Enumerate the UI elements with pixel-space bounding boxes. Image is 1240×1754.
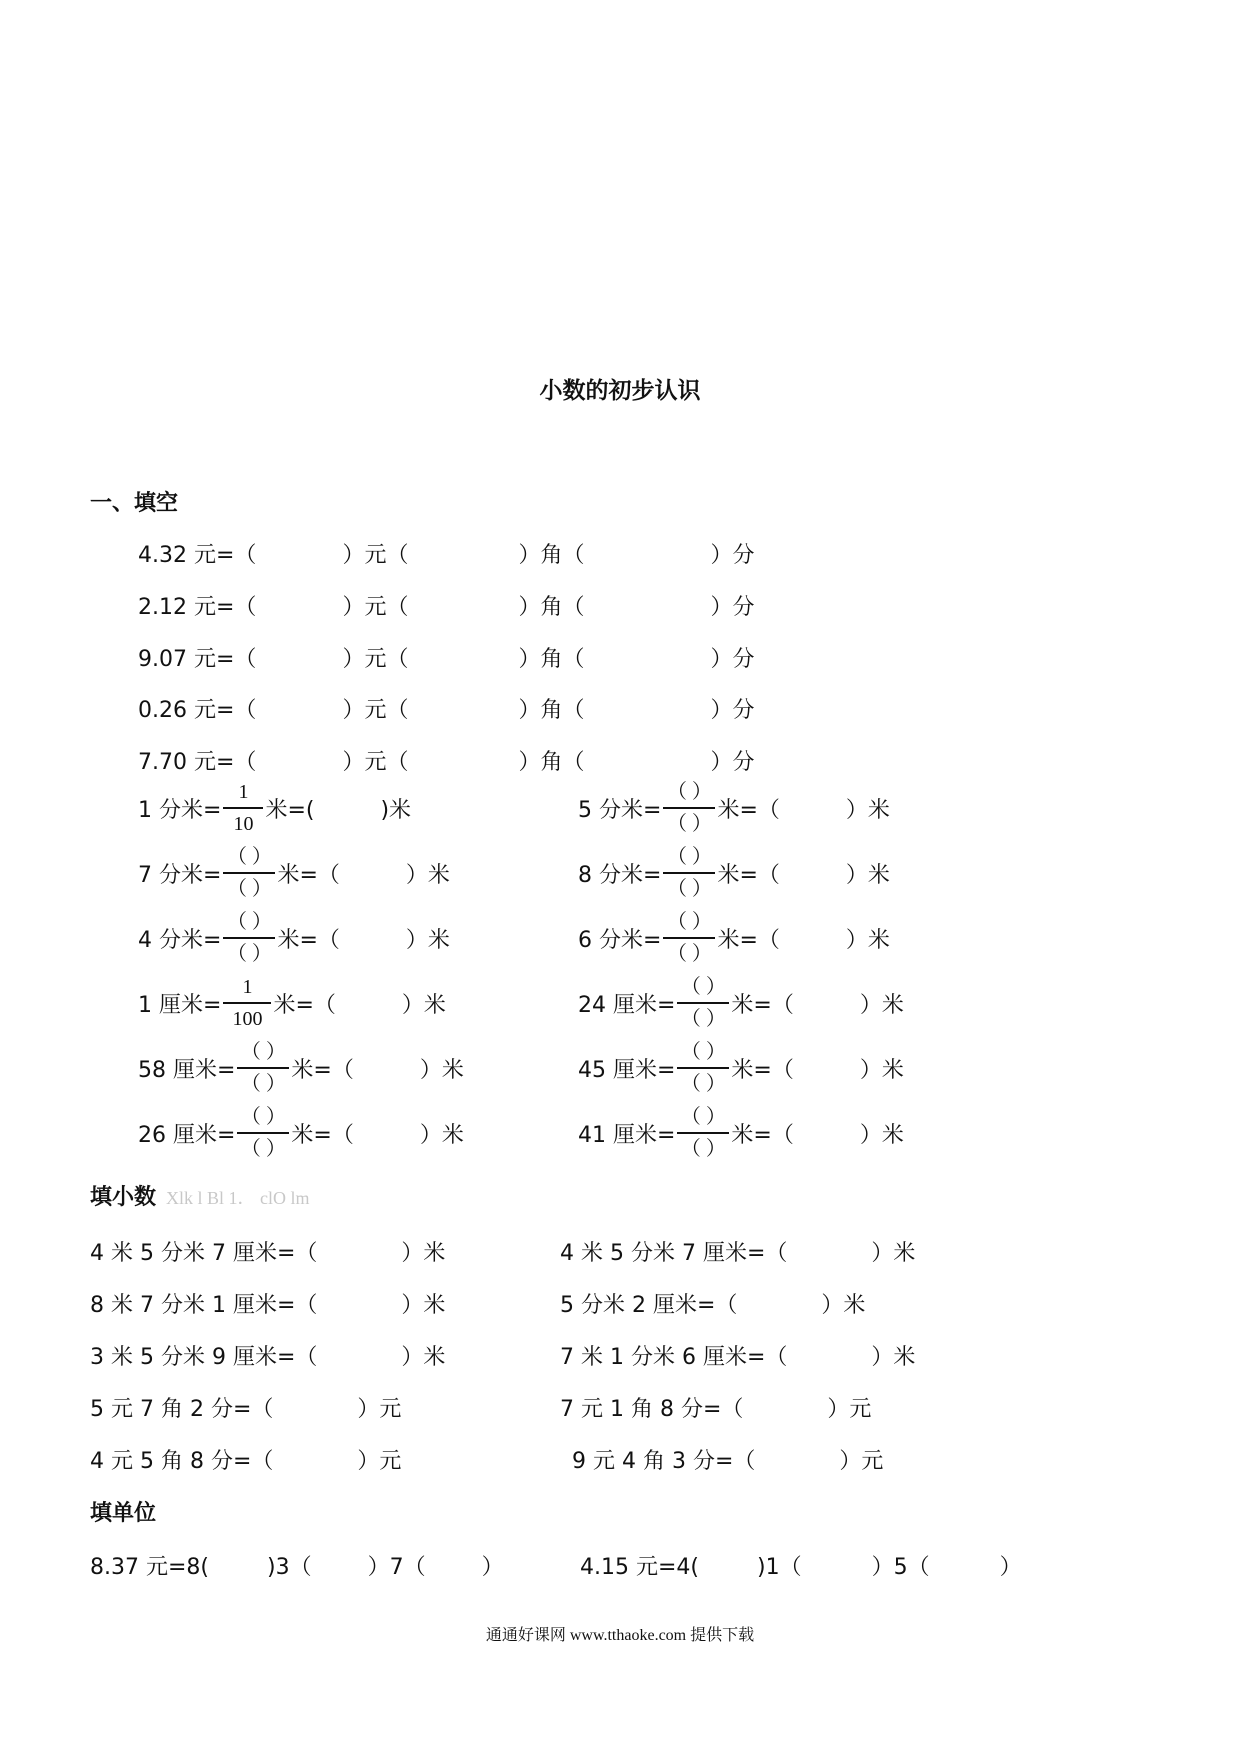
section-heading-fill-unit: 填单位 xyxy=(90,1501,157,1526)
decimal-question-unit: ）元 xyxy=(357,1397,402,1422)
yuan-label: ）元（ xyxy=(342,750,409,775)
fraction-post: 米=（ xyxy=(731,1122,794,1148)
money-amount: 9.07 元= xyxy=(138,647,235,672)
decimal-question-text: 4 米 5 分米 7 厘米=（ xyxy=(560,1241,788,1266)
fraction-numerator: 1 xyxy=(238,781,249,803)
decimal-question-right xyxy=(560,1288,865,1319)
fraction xyxy=(223,777,263,839)
fraction xyxy=(677,1037,729,1099)
unit-left-part-a: 8.37 元=8( xyxy=(90,1555,209,1580)
unit-left-part-b: )3（ xyxy=(267,1555,312,1580)
fraction-close: ）米 xyxy=(845,862,890,888)
unit-question-right xyxy=(580,1550,1022,1581)
jiao-label: ）角（ xyxy=(518,698,585,723)
unit-right-part-b: )1（ xyxy=(757,1555,802,1580)
footer-credit: 通通好课网 www.tthaoke.com 提供下载 xyxy=(485,1627,755,1644)
fraction-post: 米=（ xyxy=(731,1057,794,1083)
fraction-denominator: 10 xyxy=(233,813,254,835)
fraction-numerator: （ ） xyxy=(666,911,712,933)
fraction-post: 米=（ xyxy=(277,927,340,953)
fraction-denominator: （ ） xyxy=(666,878,712,900)
fraction-post: 米=（ xyxy=(291,1122,354,1148)
fraction-prefix: 5 分米= xyxy=(578,797,662,823)
fraction-question-left xyxy=(138,1101,464,1165)
fen-label: ）分 xyxy=(710,698,755,723)
decimal-question-left xyxy=(90,1236,445,1267)
fraction xyxy=(223,842,275,904)
fen-label: ）分 xyxy=(710,543,755,568)
fraction-close: ）米 xyxy=(401,992,446,1018)
decimal-question-left xyxy=(90,1340,445,1371)
fraction-denominator: （ ） xyxy=(240,1073,286,1095)
fraction-close: ）米 xyxy=(405,927,450,953)
fraction-numerator: 1 xyxy=(242,976,253,998)
fraction-post: 米=（ xyxy=(717,927,780,953)
fraction-denominator: （ ） xyxy=(680,1073,726,1095)
section-heading-fill-decimal xyxy=(90,1180,310,1211)
jiao-label: ）角（ xyxy=(518,647,585,672)
fraction-question-left xyxy=(138,1036,464,1100)
fraction xyxy=(223,907,275,969)
fraction-question-left xyxy=(138,971,446,1035)
unit-question-left xyxy=(90,1550,504,1581)
paren-open: （ xyxy=(234,750,257,775)
money-amount: 0.26 元= xyxy=(138,698,235,723)
fraction-numerator: （ ） xyxy=(680,1106,726,1128)
fraction-numerator: （ ） xyxy=(226,911,272,933)
fraction-prefix: 7 分米= xyxy=(138,862,222,888)
fraction-denominator: （ ） xyxy=(666,943,712,965)
fraction-close: ）米 xyxy=(859,1122,904,1148)
fraction-denominator: （ ） xyxy=(226,943,272,965)
jiao-label: ）角（ xyxy=(518,543,585,568)
fraction-question-left xyxy=(138,906,450,970)
decimal-question-right xyxy=(572,1444,883,1475)
decimal-question-unit: ）米 xyxy=(401,1345,446,1370)
fraction-post: 米=（ xyxy=(731,992,794,1018)
fraction-denominator: （ ） xyxy=(226,878,272,900)
fraction-denominator: （ ） xyxy=(680,1008,726,1030)
fraction-question-left xyxy=(138,776,411,840)
jiao-label: ）角（ xyxy=(518,595,585,620)
fraction-denominator: （ ） xyxy=(240,1138,286,1160)
page-title: 小数的初步认识 xyxy=(539,378,701,404)
fraction-numerator: （ ） xyxy=(680,976,726,998)
fraction-post: 米=（ xyxy=(717,797,780,823)
money-amount: 4.32 元= xyxy=(138,543,235,568)
money-row xyxy=(138,538,754,569)
faint-watermark-text: Xlk l Bl 1． clO lm xyxy=(166,1188,310,1208)
fraction-prefix: 45 厘米= xyxy=(578,1057,676,1083)
paren-open: （ xyxy=(234,595,257,620)
fraction xyxy=(677,972,729,1034)
fraction-post: 米=( xyxy=(265,797,315,823)
decimal-question-right xyxy=(560,1392,871,1423)
fraction-prefix: 41 厘米= xyxy=(578,1122,676,1148)
fraction-close: ）米 xyxy=(419,1057,464,1083)
section-heading-text: 填小数 xyxy=(90,1185,157,1210)
fraction-numerator: （ ） xyxy=(226,846,272,868)
unit-left-part-d: ） xyxy=(481,1555,504,1580)
fraction-prefix: 6 分米= xyxy=(578,927,662,953)
unit-right-part-a: 4.15 元=4( xyxy=(580,1555,699,1580)
decimal-question-text: 4 元 5 角 8 分=（ xyxy=(90,1449,274,1474)
section-heading-fill-blank: 一、填空 xyxy=(90,491,179,516)
fraction-prefix: 24 厘米= xyxy=(578,992,676,1018)
fraction-question-right xyxy=(578,1036,904,1100)
jiao-label: ）角（ xyxy=(518,750,585,775)
decimal-question-left xyxy=(90,1392,401,1423)
paren-open: （ xyxy=(234,647,257,672)
decimal-question-text: 5 元 7 角 2 分=（ xyxy=(90,1397,274,1422)
decimal-question-unit: ）元 xyxy=(357,1449,402,1474)
yuan-label: ）元（ xyxy=(342,543,409,568)
fraction-prefix: 8 分米= xyxy=(578,862,662,888)
fraction-close: ）米 xyxy=(859,1057,904,1083)
fraction-close: ）米 xyxy=(845,927,890,953)
fraction-post: 米=（ xyxy=(717,862,780,888)
money-row xyxy=(138,693,754,724)
fraction-post: 米=（ xyxy=(277,862,340,888)
fraction xyxy=(663,842,715,904)
fraction-close: )米 xyxy=(380,797,412,823)
decimal-question-text: 3 米 5 分米 9 厘米=（ xyxy=(90,1345,318,1370)
fraction-post: 米=（ xyxy=(291,1057,354,1083)
fraction xyxy=(237,1037,289,1099)
fraction-prefix: 58 厘米= xyxy=(138,1057,236,1083)
fraction-numerator: （ ） xyxy=(240,1106,286,1128)
fraction-question-right xyxy=(578,971,904,1035)
decimal-question-right xyxy=(560,1340,915,1371)
paren-open: （ xyxy=(234,698,257,723)
decimal-question-unit: ）元 xyxy=(827,1397,872,1422)
money-row xyxy=(138,745,754,776)
yuan-label: ）元（ xyxy=(342,698,409,723)
fraction-close: ）米 xyxy=(405,862,450,888)
fen-label: ）分 xyxy=(710,647,755,672)
fraction-denominator: 100 xyxy=(232,1008,263,1030)
decimal-question-unit: ）米 xyxy=(821,1293,866,1318)
decimal-question-text: 9 元 4 角 3 分=（ xyxy=(572,1449,756,1474)
fraction-question-left xyxy=(138,841,450,905)
paren-open: （ xyxy=(234,543,257,568)
decimal-question-unit: ）元 xyxy=(839,1449,884,1474)
decimal-question-left xyxy=(90,1288,445,1319)
fraction-post: 米=（ xyxy=(273,992,336,1018)
money-amount: 2.12 元= xyxy=(138,595,235,620)
fraction-prefix: 4 分米= xyxy=(138,927,222,953)
decimal-question-unit: ）米 xyxy=(401,1293,446,1318)
yuan-label: ）元（ xyxy=(342,595,409,620)
yuan-label: ）元（ xyxy=(342,647,409,672)
fraction-close: ）米 xyxy=(419,1122,464,1148)
fraction-prefix: 1 分米= xyxy=(138,797,222,823)
fen-label: ）分 xyxy=(710,595,755,620)
fraction xyxy=(663,907,715,969)
money-amount: 7.70 元= xyxy=(138,750,235,775)
decimal-question-text: 7 米 1 分米 6 厘米=（ xyxy=(560,1345,788,1370)
fraction-question-right xyxy=(578,841,890,905)
fraction-numerator: （ ） xyxy=(680,1041,726,1063)
fraction-prefix: 1 厘米= xyxy=(138,992,222,1018)
fraction-numerator: （ ） xyxy=(666,781,712,803)
unit-left-part-c: ）7（ xyxy=(367,1555,426,1580)
fraction-numerator: （ ） xyxy=(666,846,712,868)
unit-right-part-d: ） xyxy=(999,1555,1022,1580)
fraction-question-right xyxy=(578,906,890,970)
decimal-question-text: 4 米 5 分米 7 厘米=（ xyxy=(90,1241,318,1266)
decimal-question-unit: ）米 xyxy=(871,1345,916,1370)
decimal-question-left xyxy=(90,1444,401,1475)
fraction xyxy=(223,972,271,1034)
fraction-question-right xyxy=(578,776,890,840)
fraction-close: ）米 xyxy=(859,992,904,1018)
money-row xyxy=(138,590,754,621)
fraction xyxy=(237,1102,289,1164)
money-row xyxy=(138,642,754,673)
decimal-question-text: 8 米 7 分米 1 厘米=（ xyxy=(90,1293,318,1318)
decimal-question-unit: ）米 xyxy=(871,1241,916,1266)
decimal-question-right xyxy=(560,1236,915,1267)
unit-right-part-c: ）5（ xyxy=(871,1555,930,1580)
decimal-question-text: 7 元 1 角 8 分=（ xyxy=(560,1397,744,1422)
fen-label: ）分 xyxy=(710,750,755,775)
fraction-denominator: （ ） xyxy=(666,813,712,835)
decimal-question-unit: ）米 xyxy=(401,1241,446,1266)
fraction xyxy=(663,777,715,839)
decimal-question-text: 5 分米 2 厘米=（ xyxy=(560,1293,738,1318)
fraction-denominator: （ ） xyxy=(680,1138,726,1160)
fraction-close: ）米 xyxy=(845,797,890,823)
fraction xyxy=(677,1102,729,1164)
fraction-question-right xyxy=(578,1101,904,1165)
fraction-numerator: （ ） xyxy=(240,1041,286,1063)
fraction-prefix: 26 厘米= xyxy=(138,1122,236,1148)
